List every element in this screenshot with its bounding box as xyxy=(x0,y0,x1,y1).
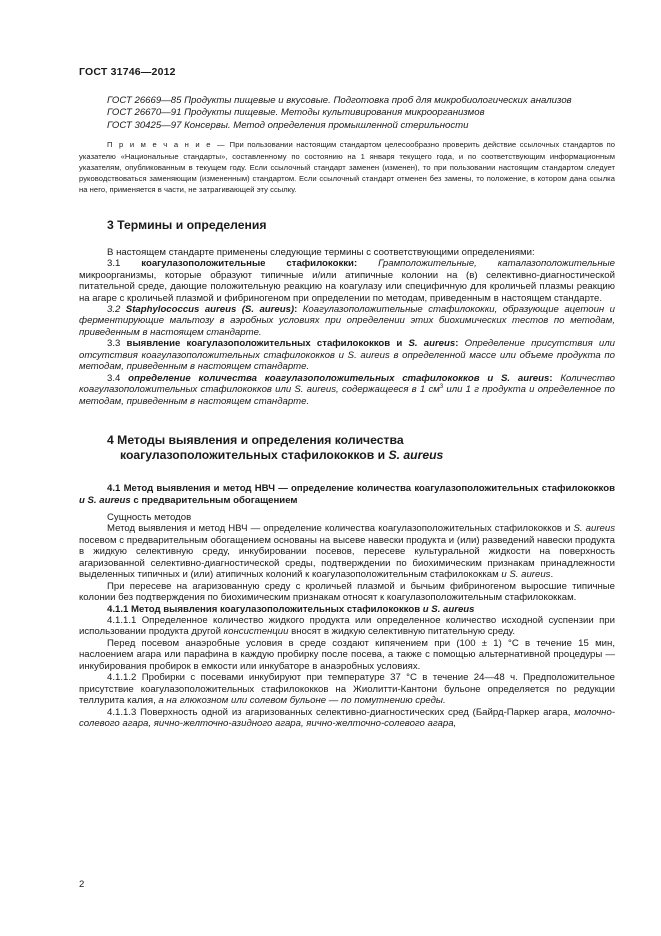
essence-label: Сущность методов xyxy=(107,511,192,523)
term-definition: Количество коагулазоположительных стафилококков или S. aureus, содержащееся в 1 см xyxy=(79,372,615,396)
italic-text: S. aureus xyxy=(573,523,615,535)
paragraph-4-1-1-3 xyxy=(79,707,615,730)
term-definition: Определение присутствия или отсутствия коагулазоположительных стафилококков и S. aureus в определенной массе или объеме продукта по методам, приведенным в настоящем стандарте. xyxy=(79,338,615,373)
italic-text: молочно-солевого агара, яично-желточно-азидного агара, яично-желточно-солевого агара, xyxy=(79,706,615,730)
subsection-title: 4.1 Метод выявления и метод НВЧ — определение количества коагулазоположительных стафилококков xyxy=(107,483,615,495)
term-colon: : xyxy=(549,372,553,384)
subsection-title-italic: и S. aureus xyxy=(79,494,131,506)
section-3-intro: В настоящем стандарте применены следующие термины с соответствующими определениями: xyxy=(107,246,535,258)
subsection-4-1-heading xyxy=(79,483,615,506)
term-number: 3.1 xyxy=(107,258,142,270)
superscript: 3 xyxy=(439,383,444,390)
italic-text: и S. aureus xyxy=(501,569,551,581)
page-header: ГОСТ 31746—2012 xyxy=(79,66,176,78)
term-name: выявление коагулазоположительных стафилококков и xyxy=(126,338,409,350)
note-label: П р и м е ч а н и е — xyxy=(107,140,227,150)
normative-reference: ГОСТ 30425—97 Консервы. Метод определения промышленной стерильности xyxy=(107,119,469,131)
heading-italic: S. aureus xyxy=(388,448,444,463)
term-definition: Коагулазоположительные стафилококки, образующие ацетоин и ферментирующие мальтозу в аэробных условиях при определении этих биохимических тестов по методам, приведенным в настоящем стандарте. xyxy=(79,303,615,338)
term-colon: : xyxy=(455,338,459,350)
note-text: При пользовании настоящим стандартом целесообразно проверить действие ссылочных стандартов по указателю «Национальные стандарты», составленному по состоянию на 1 января текущего года, и по соответствующим информационным указателям, опубликованным в текущем году. Если ссылочный стандарт заменен (изменен), то при пользовании настоящим стандартом следует руководствоваться заменяющим (измененным) стандартом. Если ссылочный стандарт отменен без замены, то положение, в котором дана ссылка на него, применяется в части, не затрагивающей эту ссылку. xyxy=(79,140,616,195)
paragraph-anaerobic: Перед посевом анаэробные условия в среде создают кипячением при (100 ± 1) °С в течение 15 мин, наслоением агара или парафина в каждую пробирку после посева, а также с помощью альтернативной процедуры — инкубирования пробирок в емкости или инкубаторе в анаэробных условиях. xyxy=(79,637,615,672)
page-number: 2 xyxy=(79,879,85,890)
term-3-3 xyxy=(79,338,615,372)
subsection-title-end: с предварительным обогащением xyxy=(130,494,298,506)
term-colon: : xyxy=(294,303,298,315)
term-definition-end: или 1 г продукта и определенное по методам, приведенным в настоящем стандарте. xyxy=(79,384,616,407)
paragraph-4-1-1-2 xyxy=(79,672,615,706)
page-content xyxy=(79,95,615,730)
term-3-2 xyxy=(79,304,615,338)
term-3-1 xyxy=(79,258,615,304)
term-name: определение количества коагулазоположительных стафилококков и S. aureus xyxy=(128,372,550,384)
section-4-heading xyxy=(107,433,615,463)
text: вносят в жидкую селективную питательную среду. xyxy=(288,626,516,638)
subsection-title: 4.1.1 Метод выявления коагулазоположительных стафилококков xyxy=(107,603,423,615)
text: 4.1.1.3 Поверхность одной из агаризованных селективно-диагностических сред (Байрд-Паркер агара, xyxy=(107,706,575,718)
note-paragraph xyxy=(79,139,615,195)
text: 4.1.1.1 Определенное количество жидкого продукта или определенное количество исходной суспензии при использовании продукта другой xyxy=(79,615,615,638)
term-name: коагулазоположительные стафилококки: xyxy=(141,258,358,270)
text: Метод выявления и метод НВЧ — определение количества коагулазоположительных стафилококков и xyxy=(107,523,574,535)
paragraph-4-1-1-1 xyxy=(79,615,615,638)
heading-line-1: 4 Методы выявления и определения количества xyxy=(107,433,404,448)
term-number: 3.3 xyxy=(107,338,127,350)
italic-text: а на глюкозном или солевом бульоне — по помутнению среды. xyxy=(158,695,446,707)
normative-reference: ГОСТ 26670—91 Продукты пищевые. Методы культивирования микроорганизмов xyxy=(107,107,485,119)
subsection-4-1-1-heading xyxy=(79,604,615,615)
subsection-title-italic: и S. aureus xyxy=(422,603,475,615)
term-number: 3.4 xyxy=(107,372,129,384)
text: 4.1.1.2 Пробирки с посевами инкубируют при температуре 37 °С в течение 24—48 ч. Предположительное присутствие коагулазоположительных стафилококков на Жиолитти-Кантони бульоне определяется по редукции теллурита калия, xyxy=(79,672,615,707)
term-italic: Грамположительные, каталазоположительные xyxy=(357,258,615,270)
section-3-heading: 3 Термины и определения xyxy=(107,217,267,232)
term-name: Staphylococcus aureus (S. aureus) xyxy=(125,303,295,315)
term-name-italic: S. aureus xyxy=(408,338,456,350)
italic-text: консистенции xyxy=(223,626,289,638)
heading-line-2: коагулазоположительных стафилококков и xyxy=(120,448,389,463)
paragraph-method xyxy=(79,523,615,580)
term-number: 3.2 xyxy=(107,303,126,315)
text: . xyxy=(550,569,554,581)
normative-reference: ГОСТ 26669—85 Продукты пищевые и вкусовые. Подготовка проб для микробиологических анализов xyxy=(107,95,572,106)
term-definition: микроорганизмы, которые образуют типичные и/или атипичные колонии на (в) селективно-диагностической питательной среде, дающие положительную реакцию на коагулазу или специфичную для кроличьей плазмы реакцию на агаре с кроличьей плазмой и фибриногеном при определении по методам, приведенным в настоящем стандарте. xyxy=(79,269,615,304)
term-3-4 xyxy=(79,373,615,407)
paragraph-reseeding: При пересеве на агаризованную среду с кроличьей плазмой и бычьим фибриногеном выросшие типичные колонии без подтверждения по биохимическим признакам относят к коагулазоположительным стафилококкам. xyxy=(79,580,615,604)
text: посевом с предварительным обогащением основаны на высеве навески продукта и (или) разведений навески продукта в жидкую селективную среду, инкубировании посевов, пересеве культуральной жидкости на поверхность агаризованной селективно-диагностической среды, подтверждении по биохимическим признакам принадлежности выделенных типичных и (или) атипичных колоний к коагулазоположительным стафилококкам xyxy=(79,534,615,581)
